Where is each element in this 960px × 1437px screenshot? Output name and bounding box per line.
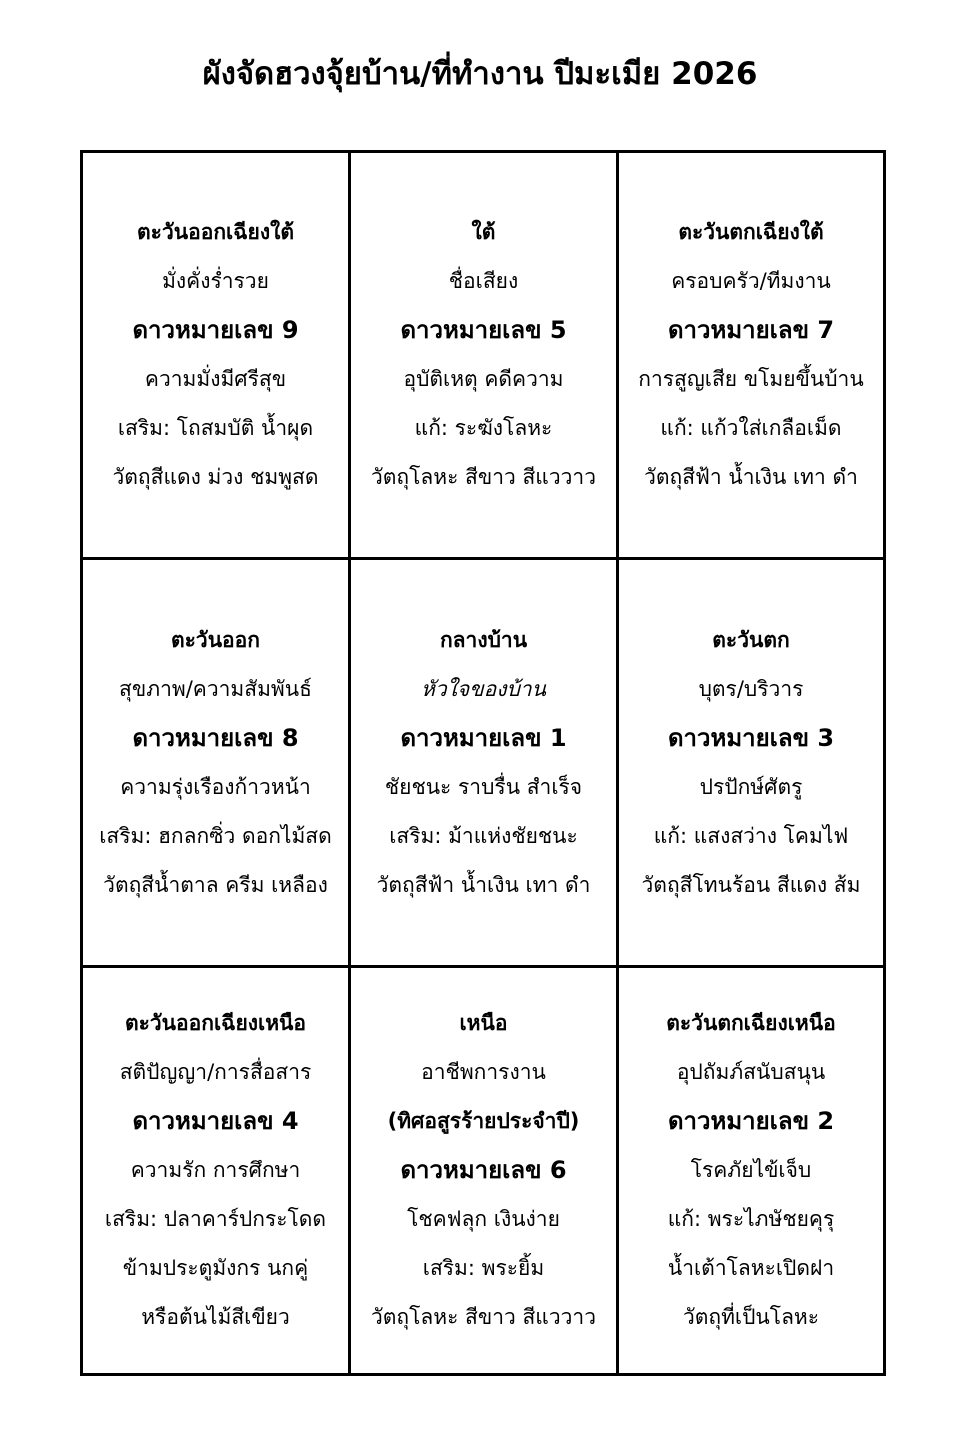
cell-northwest <box>619 968 883 1373</box>
cell-line: ความรุ่งเรืองก้าวหน้า <box>120 774 311 799</box>
cell-line: เสริม: ฮกลกซิ่ว ดอกไม้สด <box>99 823 332 848</box>
cell-line: วัตถุสีฟ้า น้ำเงิน เทา ดำ <box>644 465 858 489</box>
star-number: ดาวหมายเลข 2 <box>667 1107 835 1135</box>
cell-line: หัวใจของบ้าน <box>421 676 546 701</box>
cell-line: ข้ามประตูมังกร นกคู่ <box>122 1256 309 1280</box>
cell-line: อุปถัมภ์สนับสนุน <box>676 1060 826 1084</box>
cell-line: วัตถุที่เป็นโลหะ <box>682 1305 820 1329</box>
cell-line: โชคฟลุก เงินง่าย <box>407 1207 560 1231</box>
cell-line: สุขภาพ/ความสัมพันธ์ <box>119 676 312 701</box>
cell-southwest <box>619 153 883 560</box>
cell-heading: ตะวันตกเฉียงเหนือ <box>666 1011 836 1035</box>
star-number: ดาวหมายเลข 1 <box>400 723 567 752</box>
cell-line: วัตถุโลหะ สีขาว สีแววาว <box>370 1305 597 1329</box>
cell-line: สติปัญญา/การสื่อสาร <box>119 1060 312 1084</box>
cell-southeast <box>83 153 351 560</box>
bagua-grid <box>80 150 886 1376</box>
cell-heading: ตะวันตกเฉียงใต้ <box>678 220 824 244</box>
star-number: ดาวหมายเลข 5 <box>400 316 567 344</box>
cell-line: แก้: แสงสว่าง โคมไฟ <box>653 823 849 848</box>
cell-heading: เหนือ <box>459 1011 508 1035</box>
cell-line: วัตถุสีโทนร้อน สีแดง ส้ม <box>641 872 861 897</box>
cell-line: วัตถุโลหะ สีขาว สีแววาว <box>370 465 597 489</box>
cell-heading: ตะวันออก <box>170 627 260 652</box>
cell-line: วัตถุสีฟ้า น้ำเงิน เทา ดำ <box>376 872 591 897</box>
cell-line: (ทิศอสูรร้ายประจำปี) <box>387 1109 580 1133</box>
star-number: ดาวหมายเลข 8 <box>132 723 299 752</box>
star-number: ดาวหมายเลข 7 <box>667 316 835 344</box>
star-number: ดาวหมายเลข 9 <box>132 316 299 344</box>
cell-line: เสริม: พระยิ้ม <box>422 1256 545 1280</box>
cell-northeast <box>83 968 351 1373</box>
cell-line: ครอบครัว/ทีมงาน <box>671 269 831 293</box>
cell-heading: ตะวันตก <box>712 627 790 652</box>
cell-center <box>351 560 619 968</box>
page-title: ผังจัดฮวงจุ้ยบ้าน/ที่ทำงาน ปีมะเมีย 2026 <box>202 56 758 92</box>
cell-line: การสูญเสีย ขโมยขึ้นบ้าน <box>638 367 864 391</box>
cell-line: วัตถุสีน้ำตาล ครีม เหลือง <box>103 872 328 897</box>
cell-heading: ใต้ <box>471 220 496 244</box>
cell-line: บุตร/บริวาร <box>698 676 804 701</box>
cell-line: มั่งคั่งร่ำรวย <box>162 269 269 293</box>
cell-line: ความรัก การศึกษา <box>130 1158 301 1182</box>
cell-line: ชัยชนะ ราบรื่น สำเร็จ <box>384 774 583 799</box>
cell-line: แก้: พระไภษัชยคุรุ <box>667 1207 835 1231</box>
cell-line: ชื่อเสียง <box>448 269 519 293</box>
cell-heading: ตะวันออกเฉียงเหนือ <box>124 1011 307 1035</box>
cell-line: วัตถุสีแดง ม่วง ชมพูสด <box>112 465 319 489</box>
star-number: ดาวหมายเลข 4 <box>132 1107 299 1135</box>
cell-west <box>619 560 883 968</box>
cell-line: ความมั่งมีศรีสุข <box>144 367 287 391</box>
cell-line: หรือต้นไม้สีเขียว <box>141 1305 290 1329</box>
cell-line: แก้: แก้วใส่เกลือเม็ด <box>660 416 842 440</box>
cell-line: เสริม: ม้าแห่งชัยชนะ <box>389 823 578 848</box>
cell-south <box>351 153 619 560</box>
cell-line: น้ำเต้าโลหะเปิดฝา <box>667 1256 835 1280</box>
cell-north <box>351 968 619 1373</box>
star-number: ดาวหมายเลข 3 <box>667 723 835 752</box>
cell-heading: กลางบ้าน <box>439 627 528 652</box>
cell-line: อาชีพการงาน <box>421 1060 546 1084</box>
cell-heading: ตะวันออกเฉียงใต้ <box>137 220 294 244</box>
cell-line: แก้: ระฆังโลหะ <box>414 416 553 440</box>
cell-line: โรคภัยไข้เจ็บ <box>690 1158 812 1182</box>
cell-line: เสริม: ปลาคาร์ปกระโดด <box>104 1207 327 1231</box>
star-number: ดาวหมายเลข 6 <box>400 1156 567 1184</box>
cell-line: เสริม: โถสมบัติ น้ำผุด <box>117 416 314 440</box>
cell-line: อุบัติเหตุ คดีความ <box>403 367 564 391</box>
cell-line: ปรปักษ์ศัตรู <box>699 774 803 799</box>
cell-east <box>83 560 351 968</box>
